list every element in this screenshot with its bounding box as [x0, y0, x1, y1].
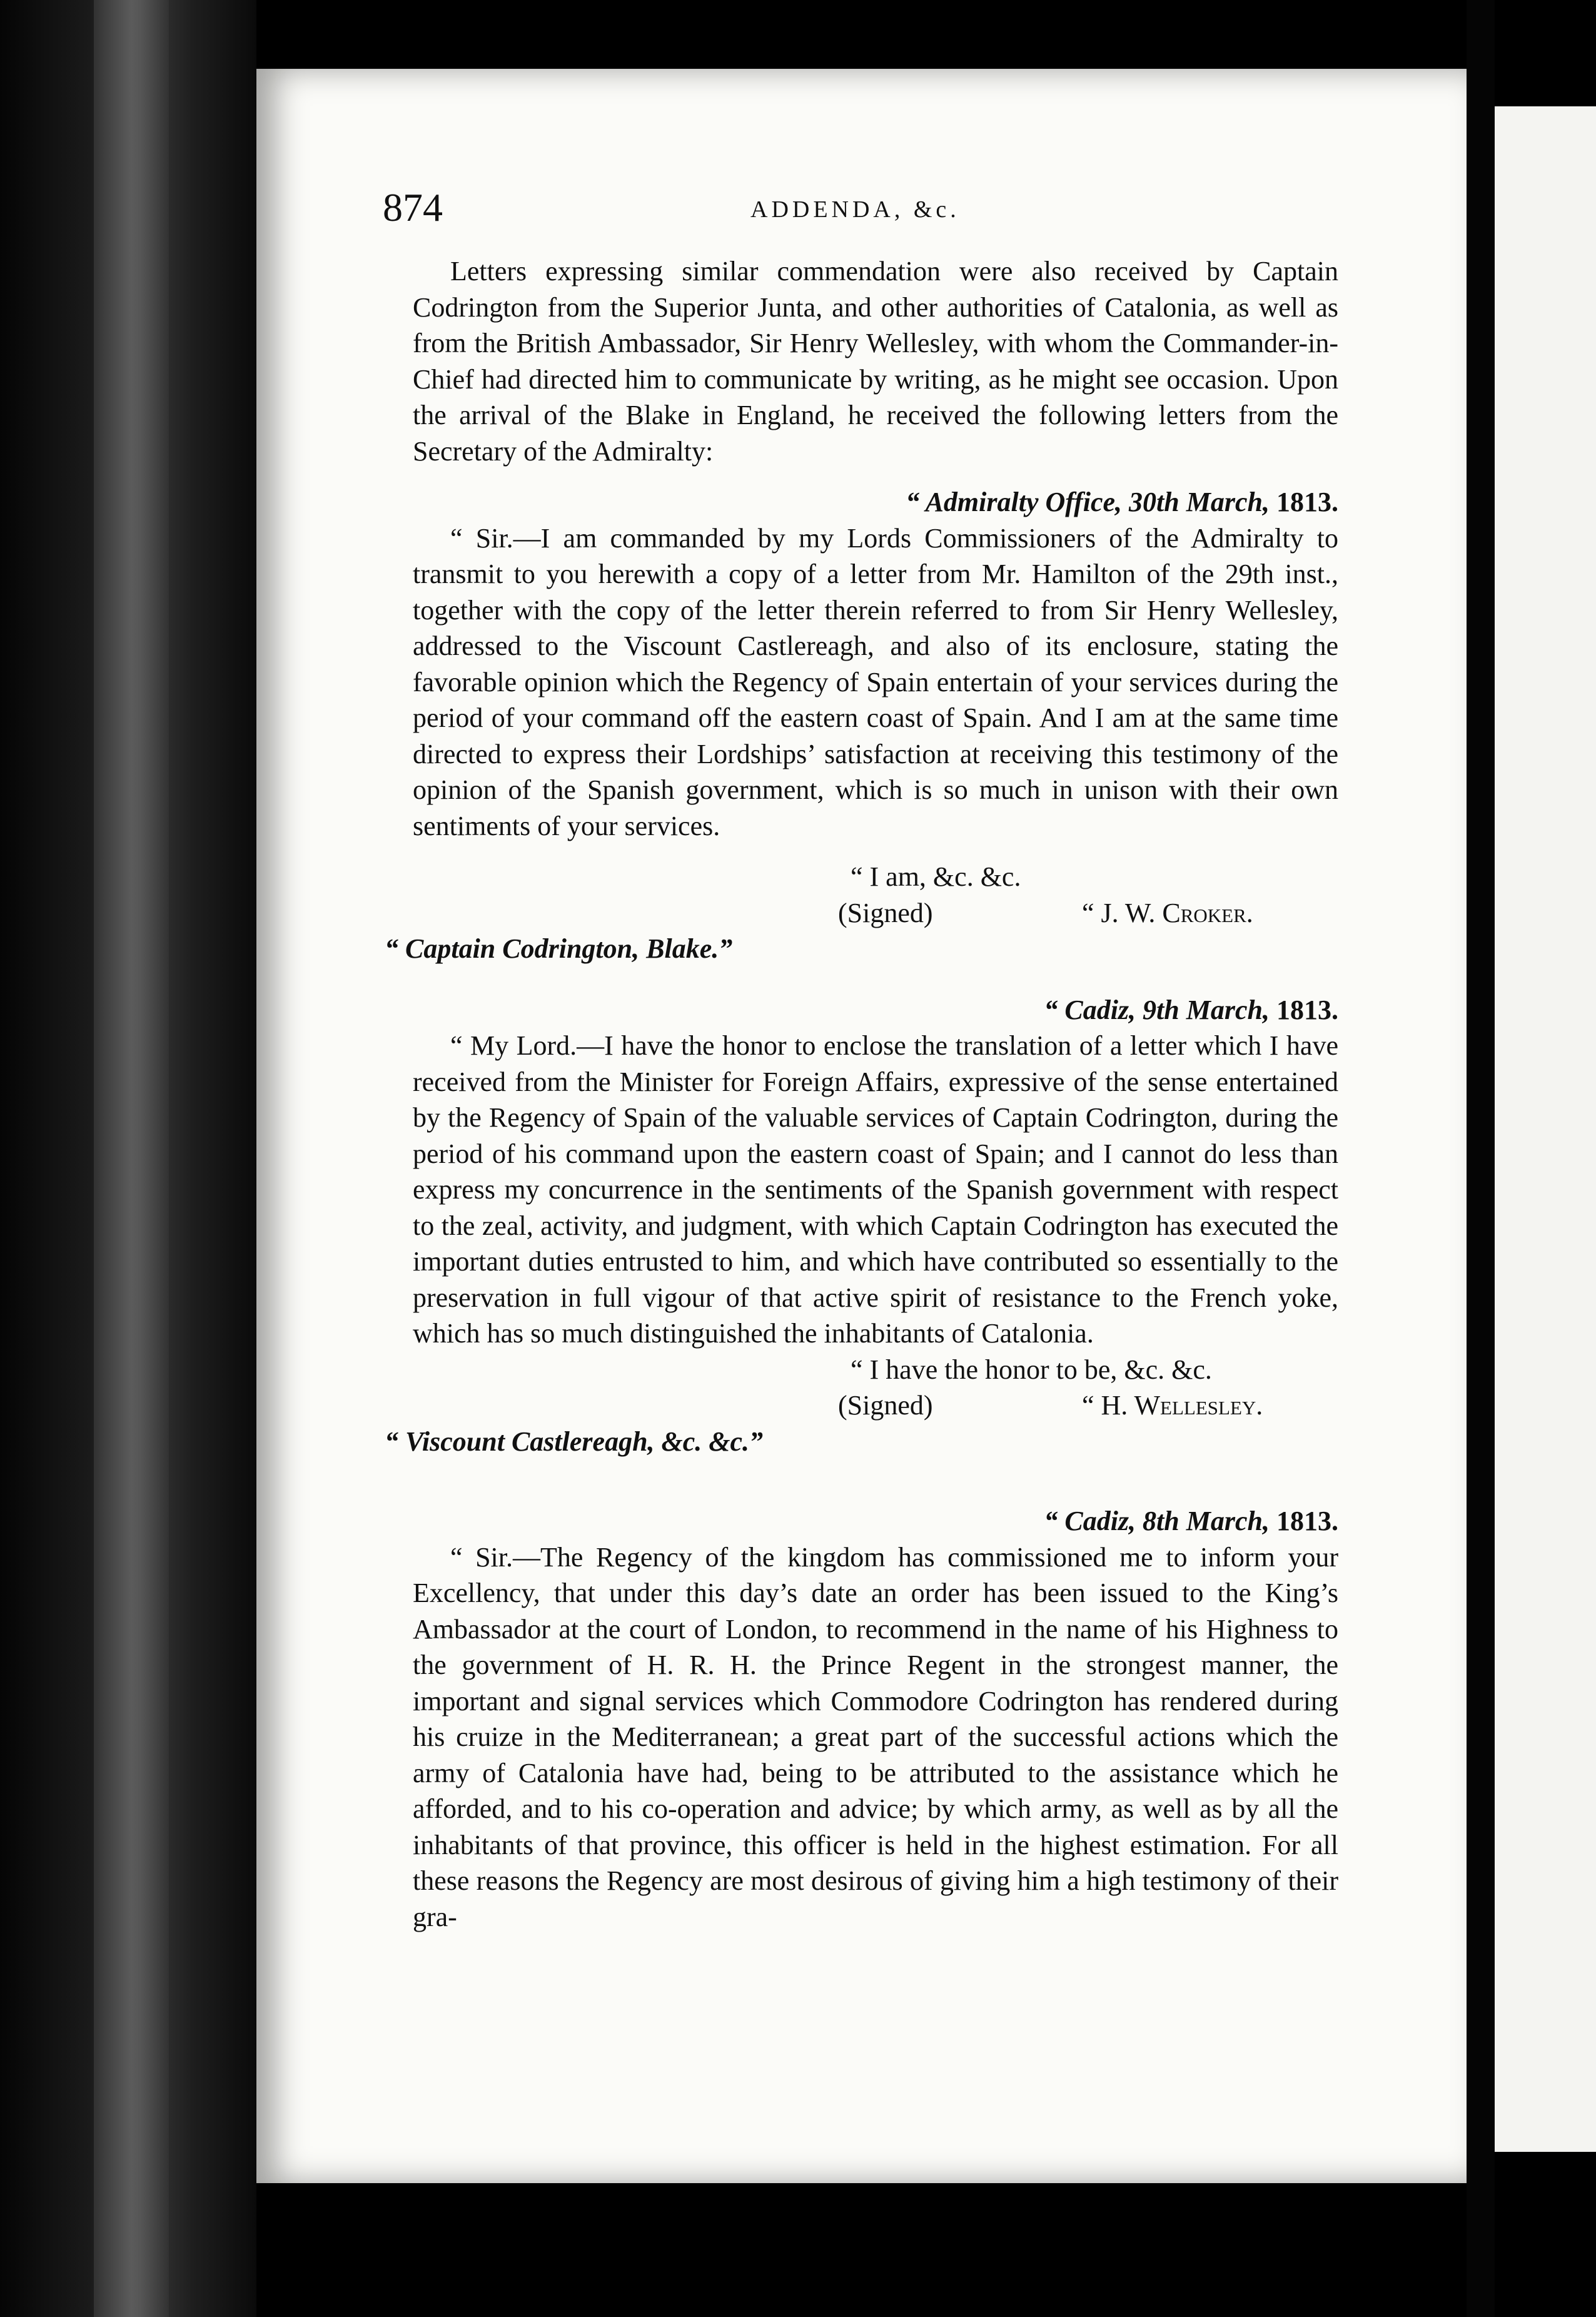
page-text	[383, 185, 1338, 1935]
letter2-signed-label: (Signed)	[838, 1390, 933, 1421]
letter2-addressee: “ Viscount Castlereagh, &c. &c.”	[385, 1426, 764, 1457]
letter1-signed-label: (Signed)	[838, 897, 933, 928]
letter1-dateline	[413, 484, 1338, 520]
book-page	[256, 69, 1467, 2183]
spine-highlight	[94, 0, 169, 2317]
letter1-date-place: “ Admiralty Office, 30th March,	[906, 487, 1270, 517]
letter1-signature-line	[413, 895, 1338, 931]
gutter-shadow	[1467, 0, 1495, 2317]
letter1-addressee: “ Captain Codrington, Blake.”	[385, 933, 733, 964]
letter3-body: “ Sir.—The Regency of the kingdom has commissioned me to inform your Excellency, that under this day’s date an order has been issued to the King’s Ambassador at the court of London, to recommend in the name of his Highness to the government of H. R. H. the Prince Regent in the strongest manner, the important and signal services which Commodore Codrington has rendered during his cruize in the Mediterranean; a great part of the successful actions which the army of Catalonia have had, being to be attributed to the assistance which he afforded, and to his co-operation and advice; by which army, as well as by all the inhabitants of that province, this officer is held in the highest estimation. For all these reasons the Regency are most desirous of giving him a high testimony of their gra-	[413, 1541, 1338, 1932]
intro-paragraph: Letters expressing similar commendation were also received by Captain Codrington from the Superior Junta, and other authorities of Catalonia, as well as from the British Ambassador, Sir Henry Wellesley, with whom the Commander-in-Chief had directed him to communicate by writing, as he might see occasion. Upon the arrival of the Blake in England, he received the following letters from the Secretary of the Admiralty:	[413, 256, 1338, 467]
letter2-date-year: 1813.	[1276, 994, 1338, 1025]
adjacent-page-edge	[1495, 106, 1596, 2152]
letter1-signer: “ J. W. Croker.	[1082, 897, 1253, 928]
letter1-closing: “ I am, &c. &c.	[851, 861, 1021, 892]
letter2-body: “ My Lord.—I have the honor to enclose the translation of a letter which I have received from the Minister for Foreign Affairs, expressive of the sense entertained by the Regency of Spain of the valuable services of Captain Codrington, during the period of his command upon the eastern coast of Spain; and I cannot do less than express my concurrence in the sentiments of the Spanish government with respect to the zeal, activity, and judgment, with which Captain Codrington has executed the important duties entrusted to him, and which have contributed so essentially to the preservation in full vigour of that active spirit of resistance to the French yoke, which has so much distinguished the inhabitants of Catalonia.	[413, 1030, 1338, 1349]
letter2-signer: “ H. Wellesley.	[1082, 1390, 1263, 1421]
letter1-date-year: 1813.	[1276, 487, 1338, 517]
running-title: ADDENDA, &c.	[750, 196, 960, 223]
letter2-dateline	[413, 992, 1338, 1028]
page-number: 874	[383, 185, 443, 230]
letter3-dateline	[413, 1503, 1338, 1539]
book-spine	[0, 0, 256, 2317]
letter2-signature-line	[413, 1387, 1338, 1424]
letter1-body: “ Sir.—I am commanded by my Lords Commissioners of the Admiralty to transmit to you herewith a copy of a letter from Mr. Hamilton of the 29th inst., together with the copy of the letter therein referred to from Sir Henry Wellesley, addressed to the Viscount Castlereagh, and also of its enclosure, stating the favorable opinion which the Regency of Spain entertain of your services during the period of your command off the eastern coast of Spain. And I am at the same time directed to express their Lordships’ satisfaction at receiving this testimony of the opinion of the Spanish government, which is so much in unison with their own sentiments of your services.	[413, 522, 1338, 841]
letter3-date-place: “ Cadiz, 8th March,	[1044, 1506, 1270, 1536]
letter2-date-place: “ Cadiz, 9th March,	[1044, 994, 1270, 1025]
letter2-closing: “ I have the honor to be, &c. &c.	[851, 1354, 1212, 1385]
letter3-date-year: 1813.	[1276, 1506, 1338, 1536]
page-header	[383, 185, 1338, 253]
